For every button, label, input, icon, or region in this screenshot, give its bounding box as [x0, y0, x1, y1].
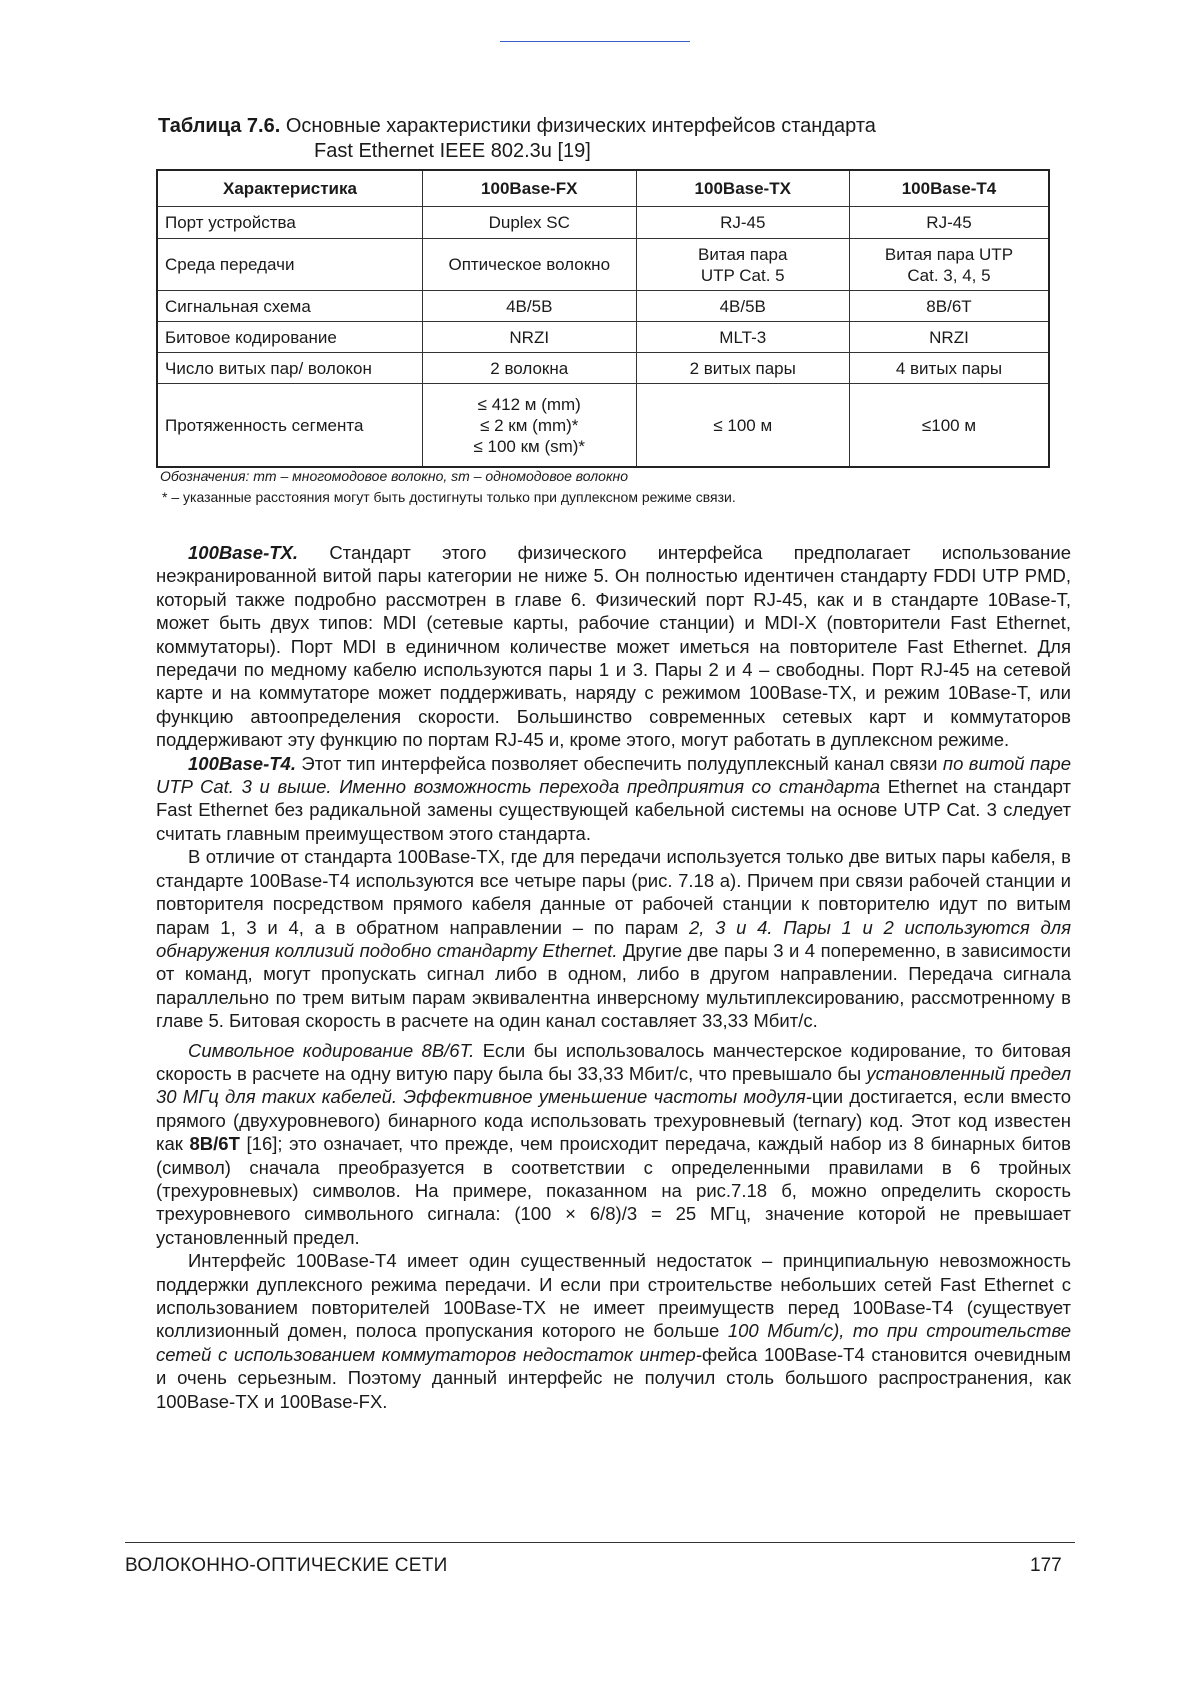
- cell-line: Cat. 3, 4, 5: [907, 265, 991, 285]
- paragraph-text: фейса 100Base-T4 становится очевидным и очень серьезным. Поэтому данный интерфейс не получил столь большого распространения, как 100Base-TX и 100Base-FX.: [156, 1343, 1072, 1412]
- caption-text-1: Основные характеристики физических интерфейсов стандарта: [280, 115, 876, 137]
- table-row: [157, 291, 1049, 322]
- table-caption: [158, 114, 1038, 164]
- table-cell: Оптическое волокно: [422, 239, 636, 291]
- paragraph-heading: 100Base-T4.: [188, 752, 296, 774]
- table-cell: Среда передачи: [157, 239, 422, 291]
- table-cell: Порт устройства: [157, 207, 422, 239]
- paragraph-text: Этот тип интерфейса позволяет обеспечить полудуплексный канал связи: [295, 752, 943, 774]
- paragraph-text: Ethernet на стандарт Fast Ethernet без радикальной замены существующей кабельной системы на основе UTP Cat. 3 следует считать главным преимуществом этого стандарта.: [156, 776, 1071, 844]
- top-rule: [500, 41, 690, 42]
- table-cell: [849, 239, 1049, 291]
- paragraph-heading: 100Base-TX.: [188, 542, 299, 563]
- table-cell: Число витых пар/ волокон: [157, 353, 422, 384]
- table-notes: [160, 466, 1050, 508]
- paragraph-100base-tx: [156, 541, 1071, 752]
- abbreviations-text: mm – многомодовое волокно, sm – одномодовое волокно: [249, 468, 629, 484]
- table-row: [157, 353, 1049, 384]
- table-cell: Сигнальная схема: [157, 291, 422, 322]
- paragraph-italic: по витой паре UTP Cat. 3 и выше. Именно возможность перехода предприятия со стандарта: [156, 752, 1071, 798]
- paragraph-drawback: [156, 1249, 1071, 1413]
- table-cell: 4B/5B: [636, 291, 849, 322]
- table-cell: RJ-45: [849, 207, 1049, 239]
- paragraph-bold: 8B/6T: [189, 1133, 240, 1155]
- paragraph-italic: 100 Мбит/с), то при строительстве сетей с использованием коммутаторов недостаток интер-: [156, 1320, 1071, 1365]
- header-cell: 100Base-FX: [422, 170, 636, 207]
- header-cell: 100Base-TX: [636, 170, 849, 207]
- table-row: [157, 239, 1049, 291]
- paragraph-italic: установленный предел 30 МГц для таких кабелей. Эффективное уменьшение частоты модуля-: [156, 1062, 1071, 1108]
- table-cell: Duplex SC: [422, 207, 636, 239]
- page-number: 177: [1030, 1555, 1062, 1576]
- table-cell: 8B/6T: [849, 291, 1049, 322]
- cell-line: Витая пара UTP: [884, 244, 1014, 264]
- header-cell: 100Base-T4: [849, 170, 1049, 207]
- table-cell: 2 витых пары: [636, 353, 849, 384]
- footnote-star: * – указанные расстояния могут быть достигнуты только при дуплексном режиме связи.: [162, 489, 736, 505]
- footer-rule: [125, 1542, 1075, 1543]
- table-cell: Битовое кодирование: [157, 322, 422, 353]
- cell-line: ≤ 100 км (sm)*: [473, 436, 586, 456]
- paragraph-text: [16]; это означает, что прежде, чем происходит передача, каждый набор из 8 бинарных битов (символ) сначала преобразуется в соответствии с определенными правилами в 6 тройных (трехуровневых) символов. На примере, показанном на рис.7.18 б, можно определить скорость трехуровневого символьного сигнала: (100 × 6/8)/3 = 25 МГц, значение которой не превышает установленный предел.: [156, 1133, 1071, 1248]
- paragraph-text: Если бы использовалось манчестерское кодирование, то битовая скорость в расчете на одну витую пару была бы 33,33 Мбит/с, что превышало бы: [156, 1039, 1071, 1084]
- table-cell: NRZI: [422, 322, 636, 353]
- table-cell: RJ-45: [636, 207, 849, 239]
- body-text: [156, 541, 1071, 1413]
- abbreviations-note: [160, 466, 1050, 487]
- paragraph-100base-t4: [156, 752, 1071, 846]
- paragraph-italic: 2, 3 и 4. Пары 1 и 2 используются для обнаружения коллизий подобно стандарту Ethernet.: [156, 916, 1071, 961]
- table-cell: Протяженность сегмента: [157, 384, 422, 468]
- paragraph-8b6t: [156, 1039, 1071, 1250]
- paragraph-heading: Символьное кодирование 8B/6T.: [188, 1039, 475, 1061]
- header-cell: Характеристика: [157, 170, 422, 207]
- paragraph-pairs: [156, 845, 1071, 1032]
- running-footer-title: ВОЛОКОННО-ОПТИЧЕСКИЕ СЕТИ: [125, 1555, 448, 1576]
- caption-line-2: Fast Ethernet IEEE 802.3u [19]: [314, 140, 591, 162]
- paragraph-text: В отличие от стандарта 100Base-TX, где для передачи используется только две витых пары кабеля, в стандарте 100Base-T4 используются все четыре пары (рис. 7.18 а). Причем при связи рабочей станции и повторителя посредством прямого кабеля данные от рабочей станции к повторителю идут по витым парам 1, 3 и 4, а в обратном направлении – по парам: [156, 846, 1071, 938]
- paragraph-text: Стандарт этого физического интерфейса предполагает использование неэкранированной витой пары категории не ниже 5. Он полностью идентичен стандарту FDDI UTP PMD, который также подробно рассмотрен в главе 6. Физический порт RJ-45, как и в стандарте 10Base-T, может быть двух типов: MDI (сетевые карты, рабочие станции) и MDI-X (повторители Fast Ethernet, коммутаторы). Порт MDI в единичном количестве может иметься на повторителе Fast Ethernet. Для передачи по медному кабелю используются пары 1 и 3. Пары 2 и 4 – свободны. Порт RJ-45 на сетевой карте и на коммутаторе может поддерживать, наряду с режимом 100Base-TX, и режим 10Base-T, или функцию автоопределения скорости. Большинство современных сетевых карт и коммутаторов поддерживают эту функцию по портам RJ-45 и, кроме этого, могут работать в дуплексном режиме.: [156, 542, 1071, 751]
- table-cell: ≤100 м: [849, 384, 1049, 468]
- cell-line: UTP Cat. 5: [700, 265, 785, 285]
- table-row: [157, 384, 1049, 468]
- table-cell: [422, 384, 636, 468]
- cell-line: ≤ 412 м (mm): [477, 394, 581, 414]
- table-cell: ≤ 100 м: [636, 384, 849, 468]
- table-cell: NRZI: [849, 322, 1049, 353]
- table-cell: 4B/5B: [422, 291, 636, 322]
- table-cell: [636, 239, 849, 291]
- caption-label: Таблица 7.6.: [158, 115, 281, 137]
- table-row: [157, 322, 1049, 353]
- table-cell: MLT-3: [636, 322, 849, 353]
- paragraph-text: ции достигается, если вместо прямого (двухуровневого) бинарного кода использовать трехуровневый (ternary) код. Этот код известен как: [156, 1086, 1071, 1155]
- paragraph-text: Интерфейс 100Base-T4 имеет один существенный недостаток – принципиальную невозможность поддержки дуплексного режима передачи. И если при строительстве небольших сетей Fast Ethernet с использованием повторителей 100Base-TX не имеет преимуществ перед 100Base-T4 (существует коллизионный домен, полоса пропускания которого не больше: [156, 1250, 1071, 1342]
- table-cell: 4 витых пары: [849, 353, 1049, 384]
- paragraph-text: Другие две пары 3 и 4 попеременно, в зависимости от команд, могут пропускать сигнал либо в одном, либо в другом направлении. Передача сигнала параллельно по трем витым парам эквивалентна инверсному мультиплексированию, рассмотренному в главе 5. Битовая скорость в расчете на один канал составляет 33,33 Мбит/с.: [156, 939, 1072, 1032]
- abbreviations-label: Обозначения:: [160, 468, 250, 484]
- caption-line-1: [158, 114, 1038, 139]
- table-header-row: [157, 170, 1049, 207]
- cell-line: Витая пара: [698, 244, 788, 264]
- table-row: [157, 207, 1049, 239]
- cell-line: ≤ 2 км (mm)*: [480, 415, 579, 435]
- table-cell: 2 волокна: [422, 353, 636, 384]
- spec-table: [156, 169, 1050, 468]
